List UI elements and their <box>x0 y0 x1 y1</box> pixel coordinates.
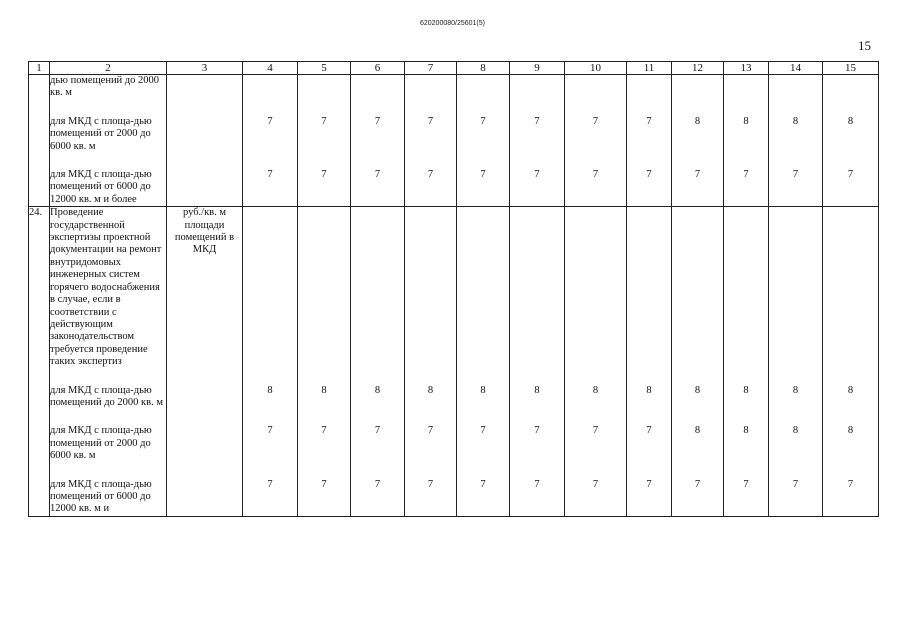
column-header-14: 14 <box>769 62 823 75</box>
value-cell: 7 <box>510 100 565 153</box>
value-cell: 7 <box>243 463 298 517</box>
value-cell: 7 <box>565 153 627 207</box>
value-cell <box>672 207 724 369</box>
value-cell <box>510 207 565 369</box>
column-header-10: 10 <box>565 62 627 75</box>
table-row <box>29 207 879 369</box>
value-cell: 8 <box>627 369 672 410</box>
value-cell: 8 <box>298 369 351 410</box>
value-cell: 8 <box>243 369 298 410</box>
value-cell: 7 <box>405 409 457 462</box>
value-cell: 8 <box>565 369 627 410</box>
value-cell: 7 <box>627 409 672 462</box>
value-cell <box>769 207 823 369</box>
value-cell <box>457 75 510 100</box>
value-cell <box>510 75 565 100</box>
column-header-9: 9 <box>510 62 565 75</box>
value-cell: 7 <box>243 153 298 207</box>
value-cell: 7 <box>565 463 627 517</box>
row-unit <box>167 409 243 462</box>
value-cell: 7 <box>510 409 565 462</box>
row-number <box>29 463 50 517</box>
value-cell <box>565 75 627 100</box>
value-cell: 7 <box>823 463 879 517</box>
value-cell: 7 <box>724 463 769 517</box>
value-cell: 7 <box>457 100 510 153</box>
value-cell: 8 <box>823 409 879 462</box>
value-cell <box>724 75 769 100</box>
table-row <box>29 153 879 207</box>
value-cell: 7 <box>298 463 351 517</box>
column-header-12: 12 <box>672 62 724 75</box>
value-cell: 7 <box>510 153 565 207</box>
value-cell: 7 <box>351 463 405 517</box>
value-cell <box>351 75 405 100</box>
value-cell: 8 <box>510 369 565 410</box>
value-cell <box>565 207 627 369</box>
value-cell: 8 <box>823 369 879 410</box>
page-number: 15 <box>858 38 871 53</box>
value-cell: 8 <box>769 409 823 462</box>
document-id: 620200080/25601(5) <box>419 20 485 27</box>
row-number <box>29 409 50 462</box>
value-cell: 7 <box>672 153 724 207</box>
value-cell: 7 <box>298 153 351 207</box>
row-label: для МКД с площа-дью помещений от 2000 до 6000 кв. м <box>50 409 167 462</box>
value-cell <box>405 207 457 369</box>
column-header-8: 8 <box>457 62 510 75</box>
row-number <box>29 369 50 410</box>
value-cell: 8 <box>769 369 823 410</box>
value-cell: 7 <box>351 409 405 462</box>
value-cell <box>457 207 510 369</box>
value-cell: 8 <box>672 409 724 462</box>
row-label: для МКД с площа-дью помещений от 2000 до 6000 кв. м <box>50 100 167 153</box>
value-cell: 8 <box>823 100 879 153</box>
column-header-15: 15 <box>823 62 879 75</box>
value-cell: 7 <box>672 463 724 517</box>
tariff-table <box>28 61 879 517</box>
value-cell: 7 <box>243 100 298 153</box>
value-cell <box>823 75 879 100</box>
value-cell: 7 <box>627 100 672 153</box>
value-cell: 8 <box>724 369 769 410</box>
value-cell: 7 <box>457 409 510 462</box>
value-cell <box>724 207 769 369</box>
value-cell <box>627 207 672 369</box>
row-label: дью помещений до 2000 кв. м <box>50 75 167 100</box>
value-cell <box>298 207 351 369</box>
value-cell: 8 <box>672 100 724 153</box>
value-cell: 7 <box>405 153 457 207</box>
column-header-1: 1 <box>29 62 50 75</box>
value-cell: 7 <box>627 153 672 207</box>
value-cell <box>351 207 405 369</box>
value-cell: 7 <box>405 463 457 517</box>
row-unit <box>167 153 243 207</box>
row-label: для МКД с площа-дью помещений от 6000 до 12000 кв. м и более <box>50 153 167 207</box>
value-cell: 7 <box>565 409 627 462</box>
row-unit: руб./кв. м площади помещений в МКД <box>167 207 243 369</box>
value-cell <box>672 75 724 100</box>
value-cell: 7 <box>457 463 510 517</box>
value-cell: 7 <box>243 409 298 462</box>
value-cell <box>243 75 298 100</box>
table-row <box>29 369 879 410</box>
row-unit <box>167 463 243 517</box>
row-unit <box>167 100 243 153</box>
column-header-5: 5 <box>298 62 351 75</box>
row-number <box>29 75 50 100</box>
value-cell: 7 <box>405 100 457 153</box>
row-label: для МКД с площа-дью помещений от 6000 до 12000 кв. м и <box>50 463 167 517</box>
value-cell: 7 <box>769 153 823 207</box>
column-header-7: 7 <box>405 62 457 75</box>
value-cell: 8 <box>457 369 510 410</box>
value-cell: 7 <box>298 100 351 153</box>
value-cell <box>627 75 672 100</box>
value-cell: 7 <box>823 153 879 207</box>
value-cell <box>405 75 457 100</box>
table-header-row <box>29 62 879 75</box>
value-cell: 7 <box>351 153 405 207</box>
column-header-6: 6 <box>351 62 405 75</box>
column-header-3: 3 <box>167 62 243 75</box>
column-header-2: 2 <box>50 62 167 75</box>
value-cell: 7 <box>565 100 627 153</box>
value-cell: 7 <box>627 463 672 517</box>
value-cell <box>298 75 351 100</box>
table-row <box>29 409 879 462</box>
value-cell: 8 <box>351 369 405 410</box>
value-cell <box>243 207 298 369</box>
row-label: Проведение государственной экспертизы проектной документации на ремонт внутридомовых инженерных систем горячего водоснабжения в случае, если в соответствии с действующим законодательством требуется проведение таких экспертиз <box>50 207 167 369</box>
row-label: для МКД с площа-дью помещений до 2000 кв. м <box>50 369 167 410</box>
row-unit <box>167 75 243 100</box>
value-cell <box>769 75 823 100</box>
value-cell: 8 <box>724 100 769 153</box>
value-cell: 7 <box>510 463 565 517</box>
value-cell: 7 <box>724 153 769 207</box>
column-header-13: 13 <box>724 62 769 75</box>
value-cell: 7 <box>351 100 405 153</box>
value-cell: 8 <box>405 369 457 410</box>
table-row <box>29 100 879 153</box>
value-cell: 8 <box>672 369 724 410</box>
value-cell <box>823 207 879 369</box>
row-number <box>29 153 50 207</box>
row-number <box>29 100 50 153</box>
value-cell: 8 <box>769 100 823 153</box>
value-cell: 8 <box>724 409 769 462</box>
value-cell: 7 <box>769 463 823 517</box>
table-row <box>29 463 879 517</box>
row-number: 24. <box>29 207 50 369</box>
value-cell: 7 <box>298 409 351 462</box>
column-header-11: 11 <box>627 62 672 75</box>
value-cell: 7 <box>457 153 510 207</box>
table-row <box>29 75 879 100</box>
column-header-4: 4 <box>243 62 298 75</box>
row-unit <box>167 369 243 410</box>
